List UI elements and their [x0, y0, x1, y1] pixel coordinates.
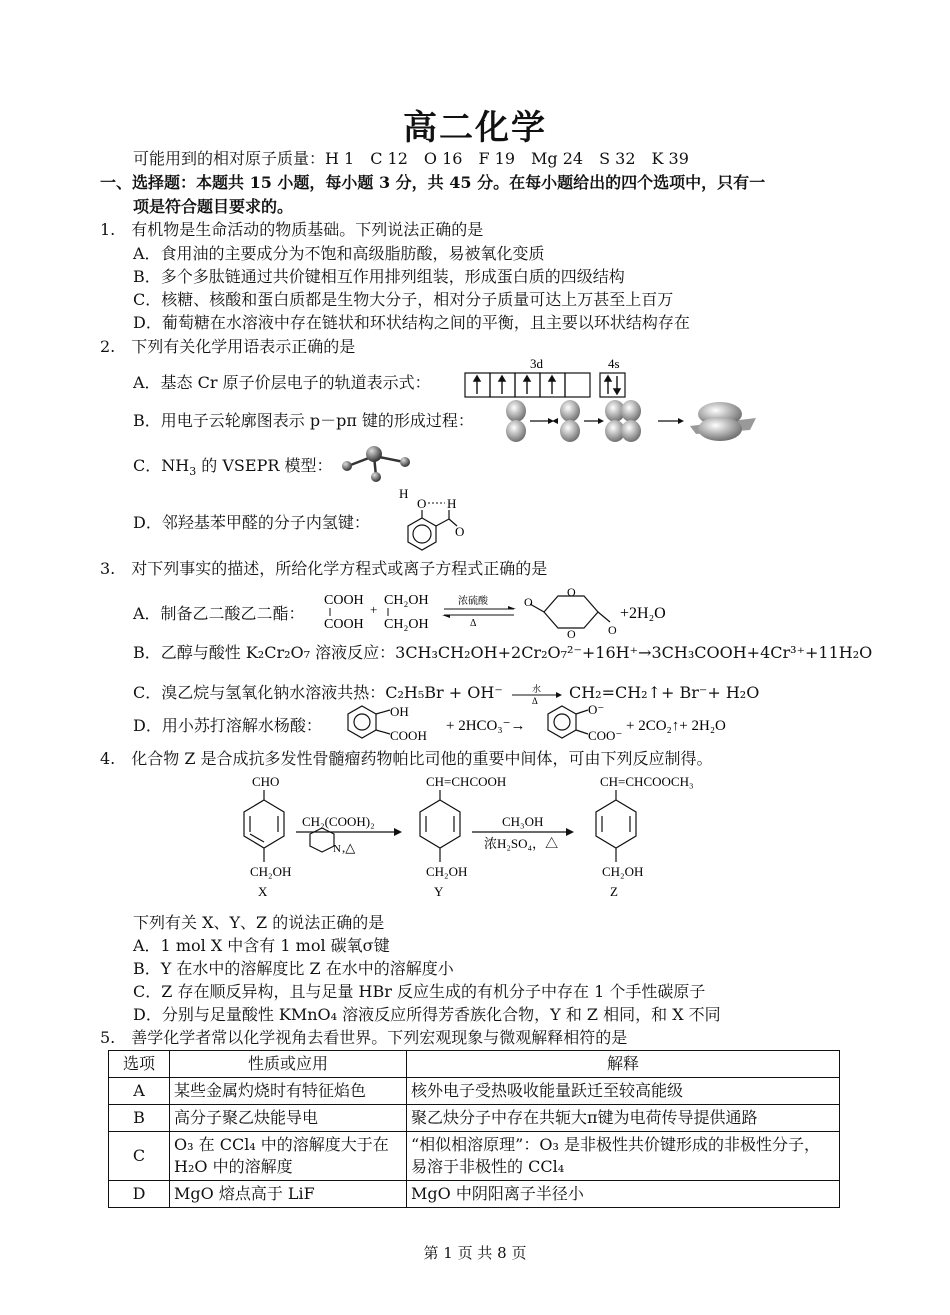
table-cell: B [109, 1105, 170, 1132]
svg-text:水: 水 [531, 683, 541, 694]
svg-text:Δ: Δ [470, 618, 477, 629]
q4-option-c: C．Z 存在顺反异构，且与足量 HBr 反应生成的有机分子中存在 1 个手性碳原子 [133, 982, 706, 1001]
svg-text:O: O [608, 623, 617, 637]
q4-option-b: B．Y 在水中的溶解度比 Z 在水中的溶解度小 [133, 959, 454, 978]
table-row [109, 1105, 840, 1132]
svg-text:浓硫酸: 浓硫酸 [458, 596, 488, 607]
svg-text:+ 2CO₂↑+ 2H₂O: + 2CO₂↑+ 2H₂O [626, 718, 726, 734]
q2-option-b: B．用电子云轮廓图表示 p－pπ 键的形成过程： [133, 411, 474, 430]
q2-stem: 2. 下列有关化学用语表示正确的是 [100, 337, 356, 356]
table-cell: A [109, 1078, 170, 1105]
table-header: 解释 [407, 1051, 840, 1078]
table-header-row [109, 1051, 840, 1078]
q3-stem: 3. 对下列事实的描述，所给化学方程式或离子方程式正确的是 [100, 559, 548, 578]
q4-sub-stem: 下列有关 X、Y、Z 的说法正确的是 [133, 913, 385, 932]
q3-option-d: D．用小苏打溶解水杨酸： [133, 716, 322, 735]
svg-text:Y: Y [434, 884, 444, 899]
table-row [109, 1132, 840, 1181]
table-header: 选项 [109, 1051, 170, 1078]
section-heading-cont: 项是符合题目要求的。 [133, 197, 294, 216]
q1-option-b: B．多个多肽链通过共价键相互作用排列组装，形成蛋白质的四级结构 [133, 267, 625, 286]
q1-option-c: C．核糖、核酸和蛋白质都是生物大分子，相对分子质量可达上万甚至上百万 [133, 290, 674, 309]
svg-text:CH₂OH: CH₂OH [250, 864, 292, 879]
q3-option-b: B．乙醇与酸性 K₂Cr₂O₇ 溶液反应：3CH₃CH₂OH+2Cr₂O₇²⁻+16H⁺→3CH₃COOH+4Cr³⁺+11H₂O [133, 643, 873, 662]
page-title: 高二化学 [403, 108, 547, 148]
esterification-equation [318, 584, 678, 642]
q5-stem: 5. 善学化学者常以化学视角去看世界。下列宏观现象与微观解释相符的是 [100, 1028, 628, 1047]
q2-option-a: A．基态 Cr 原子价层电子的轨道表示式： [133, 373, 431, 392]
q4-reaction-scheme [230, 772, 730, 904]
svg-text:,△: ,△ [342, 840, 356, 855]
svg-text:Z: Z [610, 884, 618, 899]
svg-text:CH₂OH: CH₂OH [384, 617, 429, 632]
q4-option-a: A．1 mol X 中含有 1 mol 碳氧σ键 [133, 936, 390, 955]
svg-text:N: N [333, 843, 341, 855]
svg-text:O: O [567, 627, 576, 641]
q3-option-c: C．溴乙烷与氢氧化钠水溶液共热：C₂H₅Br + OH⁻ 水 Δ CH₂=CH₂↑+ Br⁻+ H₂O [133, 683, 760, 704]
svg-text:+ 2HCO₃⁻→: + 2HCO₃⁻→ [446, 718, 526, 734]
table-row [109, 1078, 840, 1105]
svg-text:CH₂OH: CH₂OH [426, 864, 468, 879]
table-cell: 聚乙炔分子中存在共轭大π键为电荷传导提供通路 [407, 1105, 840, 1132]
table-cell: O₃ 在 CCl₄ 中的溶解度大于在 H₂O 中的溶解度 [170, 1132, 407, 1181]
svg-text:CH₂(COOH)₂: CH₂(COOH)₂ [302, 814, 375, 829]
hbond-o-label: O [417, 496, 427, 511]
svg-text:CH=CHCOOCH₃: CH=CHCOOCH₃ [600, 774, 694, 789]
svg-text:COOH: COOH [324, 593, 364, 608]
table-cell: D [109, 1181, 170, 1208]
svg-text:CH₂OH: CH₂OH [602, 864, 644, 879]
aldehyde-o-label: O [455, 524, 465, 539]
orbital-4s-label: 4s [608, 356, 620, 371]
salicylaldehyde-structure [395, 484, 475, 554]
svg-text:Δ: Δ [531, 695, 538, 704]
svg-text:OH: OH [390, 704, 409, 719]
q3-option-a: A．制备乙二酸乙二酯： [133, 604, 305, 623]
table-header: 性质或应用 [170, 1051, 407, 1078]
table-cell: MgO 熔点高于 LiF [170, 1181, 407, 1208]
q1-option-d: D．葡萄糖在水溶液中存在链状和环状结构之间的平衡，且主要以环状结构存在 [133, 313, 690, 332]
svg-text:浓H₂SO₄，△: 浓H₂SO₄，△ [484, 836, 559, 851]
svg-text:CH=CHCOOH: CH=CHCOOH [426, 774, 507, 789]
atomic-masses: 可能用到的相对原子质量：H 1 C 12 O 16 F 19 Mg 24 S 32 K 39 [133, 149, 689, 168]
svg-text:CH₂OH: CH₂OH [384, 593, 429, 608]
q2-option-d: D．邻羟基苯甲醛的分子内氢键： [133, 513, 370, 532]
hbond-h-label: H [399, 486, 409, 501]
svg-text:O: O [524, 595, 533, 609]
svg-text:COOH: COOH [390, 728, 427, 743]
salicylic-acid-equation [342, 700, 762, 746]
table-cell: C [109, 1132, 170, 1181]
nh3-vsepr-model [338, 444, 414, 484]
svg-text:X: X [258, 884, 268, 899]
table-row [109, 1181, 840, 1208]
svg-text:COOH: COOH [324, 617, 364, 632]
svg-text:CHO: CHO [252, 774, 280, 789]
svg-text:+2H₂O: +2H₂O [620, 605, 666, 622]
q1-option-a: A．食用油的主要成分为不饱和高级脂肪酸，易被氧化变质 [133, 244, 545, 263]
q5-table [108, 1050, 840, 1208]
q4-stem: 4. 化合物 Z 是合成抗多发性骨髓瘤药物帕比司他的重要中间体，可由下列反应制得。 [100, 749, 713, 768]
table-cell: MgO 中阴阳离子半径小 [407, 1181, 840, 1208]
pi-bond-formation-diagram [498, 398, 760, 444]
svg-text:O⁻: O⁻ [588, 702, 605, 717]
q4-option-d: D．分别与足量酸性 KMnO₄ 溶液反应所得芳香族化合物，Y 和 Z 相同，和 X 不同 [133, 1005, 721, 1024]
q1-stem: 1. 有机物是生命活动的物质基础。下列说法正确的是 [100, 220, 484, 239]
table-cell: “相似相溶原理”：O₃ 是非极性共价键形成的非极性分子，易溶于非极性的 CCl₄ [407, 1132, 840, 1181]
table-cell: 某些金属灼烧时有特征焰色 [170, 1078, 407, 1105]
orbital-3d-label: 3d [530, 356, 543, 371]
aldehyde-h-label: H [447, 496, 457, 511]
section-heading: 一、选择题：本题共 15 小题，每小题 3 分，共 45 分。在每小题给出的四个选项中，只有一 [100, 173, 766, 192]
table-cell: 高分子聚乙炔能导电 [170, 1105, 407, 1132]
svg-text:O: O [567, 585, 576, 599]
q2-option-c: C．$NH_3$ 的 VSEPR 模型： [133, 456, 333, 479]
svg-text:+: + [370, 602, 378, 617]
svg-text:COO⁻: COO⁻ [588, 728, 623, 743]
svg-text:CH₃OH: CH₃OH [502, 814, 544, 829]
page-footer: 第 1 页 共 8 页 [423, 1244, 527, 1262]
orbital-diagram [460, 356, 640, 402]
table-cell: 核外电子受热吸收能量跃迁至较高能级 [407, 1078, 840, 1105]
